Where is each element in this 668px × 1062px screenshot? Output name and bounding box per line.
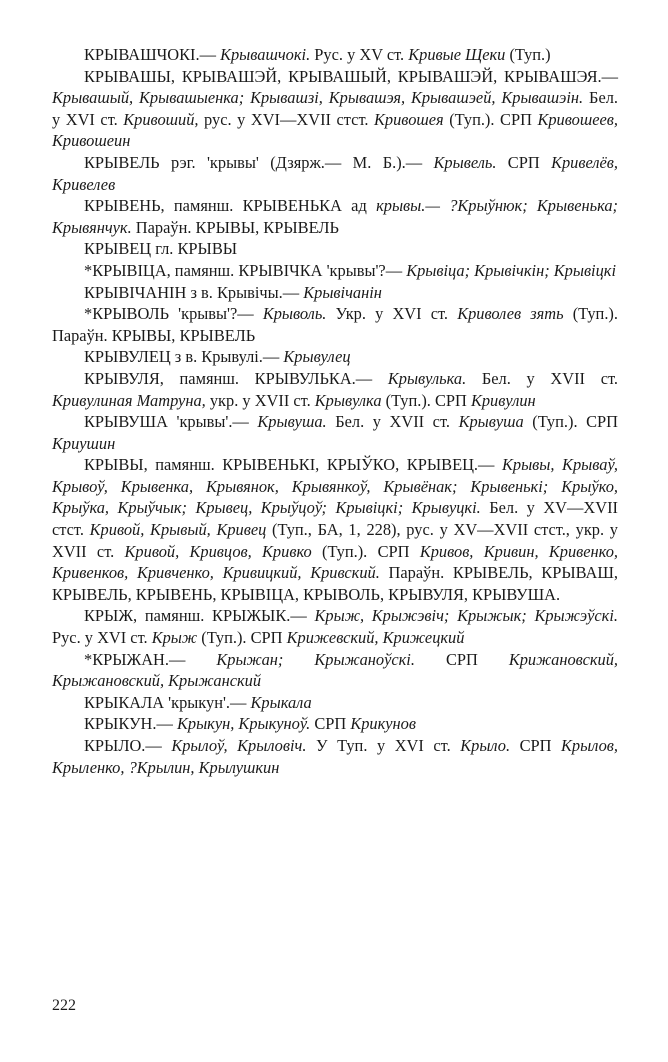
- dictionary-entry: [52, 66, 618, 152]
- entry-italic-text: Крыж, Крыжэвіч; Крыжык; Крыжэўскі.: [314, 606, 619, 626]
- entry-italic-text: Кривулин: [470, 390, 536, 410]
- entry-text: (Туп.). СРП: [523, 412, 619, 432]
- entry-text: Бел. у XVII ст.: [326, 412, 459, 432]
- dictionary-entry: [52, 260, 618, 282]
- dictionary-entry: [52, 411, 618, 454]
- entry-italic-text: Кривой, Кривцов, Кривко: [124, 541, 312, 561]
- entry-text: СРП: [496, 152, 552, 172]
- entry-text: КРЫВЕЛЬ рэг. 'крывы' (Дзярж.— М. Б.).—: [84, 152, 434, 172]
- entry-italic-text: Крывулька.: [387, 368, 467, 388]
- entry-text: КРЫВУЛЯ, памянш. КРЫВУЛЬКА.—: [84, 368, 388, 388]
- entry-italic-text: Крывулка: [314, 390, 382, 410]
- entry-italic-text: Крикунов: [350, 714, 416, 734]
- entry-text: СРП: [510, 736, 562, 755]
- entry-text: рус. у XVI—XVII стст.: [198, 109, 375, 129]
- entry-text: Бел. у XVI ст.: [52, 88, 618, 129]
- entry-italic-text: Крижановский, Крыжановский, Крыжанский: [52, 649, 618, 691]
- entry-italic-text: Крыло.: [460, 736, 511, 755]
- entry-text: КРЫКУН.—: [84, 714, 177, 734]
- dictionary-entry: [52, 282, 618, 304]
- entry-italic-text: Крыжан; Крыжаноўскі.: [216, 649, 415, 669]
- entry-text: КРЫВАШЫ, КРЫВАШЭЙ, КРЫВАШЫЙ, КРЫВАШЭЙ, КРЫВАШЭЯ.—: [84, 66, 618, 86]
- entry-italic-text: Крылов, Крыленко, ?Крылин, Крылушкин: [52, 736, 618, 777]
- entry-text: КРЫВАШЧОКІ.—: [84, 45, 221, 64]
- dictionary-entry: [52, 238, 618, 260]
- entry-italic-text: Кривой, Крывый, Кривец: [89, 520, 267, 540]
- dictionary-entry: [52, 152, 618, 195]
- entry-text: (Туп.). Параўн. КРЫВЫ, КРЫВЕЛЬ: [52, 304, 618, 345]
- entry-italic-text: Крыж: [151, 628, 198, 648]
- entry-text: КРЫВЕЦ гл. КРЫВЫ: [84, 239, 238, 259]
- entry-italic-text: Кривые Щеки: [408, 45, 506, 64]
- entry-text: *КРЫЖАН.—: [84, 649, 217, 669]
- dictionary-page: [52, 44, 618, 778]
- entry-text: Параўн. КРЫВЕЛЬ, КРЫВАШ, КРЫВЕЛЬ, КРЫВЕНЬ, КРЫВІЦА, КРЫВОЛЬ, КРЫВУЛЯ, КРЫВУША.: [52, 563, 618, 604]
- entry-text: Параўн. КРЫВЫ, КРЫВЕЛЬ: [131, 217, 339, 237]
- entry-text: *КРЫВОЛЬ 'крывы'?—: [84, 304, 263, 324]
- entry-italic-text: Криволев зять: [457, 304, 564, 324]
- entry-italic-text: Кривулиная Матруна,: [52, 390, 206, 410]
- entry-italic-text: Кривов, Кривин, Кривенко, Кривенков, Кривченко, Кривицкий, Кривский.: [52, 541, 619, 583]
- entry-text: КРЫВУША 'крывы'.—: [84, 412, 258, 432]
- entry-text: КРЫВУЛЕЦ з в. Крывулі.—: [84, 347, 284, 367]
- dictionary-entry: [52, 195, 618, 238]
- entry-text: (Туп.): [505, 45, 551, 64]
- entry-italic-text: Кривелёв, Кривелев: [52, 152, 618, 194]
- entry-text: укр. у XVII ст.: [205, 390, 315, 410]
- dictionary-entry: [52, 692, 618, 714]
- entry-italic-text: Криушин: [52, 433, 116, 453]
- entry-italic-text: Кривошеев, Кривошеин: [52, 109, 618, 151]
- entry-text: КРЫЛО.—: [84, 736, 172, 755]
- entry-italic-text: Крывуша.: [257, 412, 327, 432]
- entry-italic-text: Крывічанін: [303, 282, 382, 302]
- entry-italic-text: Крывашый, Крывашыенка; Крывашзі, Крывашэя, Крывашэей, Крывашэін.: [52, 88, 584, 108]
- entry-italic-text: Крывашчокі.: [220, 45, 311, 64]
- entry-text: СРП: [414, 649, 509, 669]
- dictionary-entry: [52, 368, 618, 411]
- entry-italic-text: Крижевский, Крижецкий: [286, 628, 465, 648]
- entry-text: (Туп., БА, 1, 228), рус. у XV—XVII стст., укр. у XVII ст.: [52, 520, 618, 561]
- entry-text: Укр. у XVI ст.: [326, 304, 458, 324]
- dictionary-entry: [52, 649, 618, 692]
- entry-italic-text: Крыкала: [250, 692, 312, 712]
- entry-italic-text: Крывуша: [458, 412, 524, 432]
- dictionary-entry: [52, 605, 618, 648]
- entry-text: КРЫЖ, памянш. КРЫЖЫК.—: [84, 606, 315, 626]
- dictionary-entry: [52, 454, 618, 605]
- page-number: 222: [52, 997, 76, 1014]
- entry-text: Рус. у XV ст.: [310, 45, 409, 64]
- entry-italic-text: Крывы, Крываў, Крывоў, Крывенка, Крывянок, Крывянкоў, Крывёнак; Крывенькі; Крыўко, Крыўка, Крыўчык; Крывец, Крыўцоў; Крывіцкі; Крывуцкі.: [52, 455, 618, 518]
- entry-text: (Туп.). СРП: [197, 628, 287, 648]
- entry-italic-text: Крыкун, Крыкуноў.: [176, 714, 311, 734]
- dictionary-entry: [52, 346, 618, 368]
- entry-text: КРЫВЫ, памянш. КРЫВЕНЬКІ, КРЫЎКО, КРЫВЕЦ.—: [84, 455, 502, 475]
- entry-italic-text: Крыволь.: [262, 304, 327, 324]
- entry-italic-text: Крылоў, Крыловіч.: [171, 736, 307, 755]
- dictionary-entry: [52, 735, 618, 778]
- entry-text: Рус. у XVI ст.: [52, 628, 152, 648]
- entry-text: *КРЫВІЦА, памянш. КРЫВІЧКА 'крывы'?—: [84, 260, 407, 280]
- entry-text: Бел. у XVII ст.: [466, 368, 618, 388]
- entry-text: (Туп.). СРП: [381, 390, 471, 410]
- entry-italic-text: Кривоший,: [123, 109, 199, 129]
- entry-italic-text: Крывіца; Крывічкін; Крывіцкі: [406, 260, 617, 280]
- entry-text: КРЫКАЛА 'крыкун'.—: [84, 692, 251, 712]
- dictionary-entry: [52, 713, 618, 735]
- entry-text: У Туп. у XVI ст.: [306, 736, 461, 755]
- entry-italic-text: Крывулец: [283, 347, 351, 367]
- entry-italic-text: Крывель.: [433, 152, 497, 172]
- entry-text: СРП: [310, 714, 351, 734]
- entry-text: КРЫВЕНЬ, памянш. КРЫВЕНЬКА ад: [84, 196, 377, 216]
- entry-text: Бел. у XV—XVII стст.: [52, 498, 618, 540]
- entry-text: (Туп.). СРП: [443, 109, 538, 129]
- entry-text: КРЫВІЧАНІН з в. Крывічы.—: [84, 282, 304, 302]
- dictionary-entry: [52, 303, 618, 346]
- entry-italic-text: Кривошея: [374, 109, 444, 129]
- entry-text: (Туп.). СРП: [311, 541, 420, 561]
- dictionary-entry: [52, 44, 618, 66]
- entry-italic-text: крывы.— ?Крыўнюк; Крывенька; Крывянчук.: [52, 196, 618, 237]
